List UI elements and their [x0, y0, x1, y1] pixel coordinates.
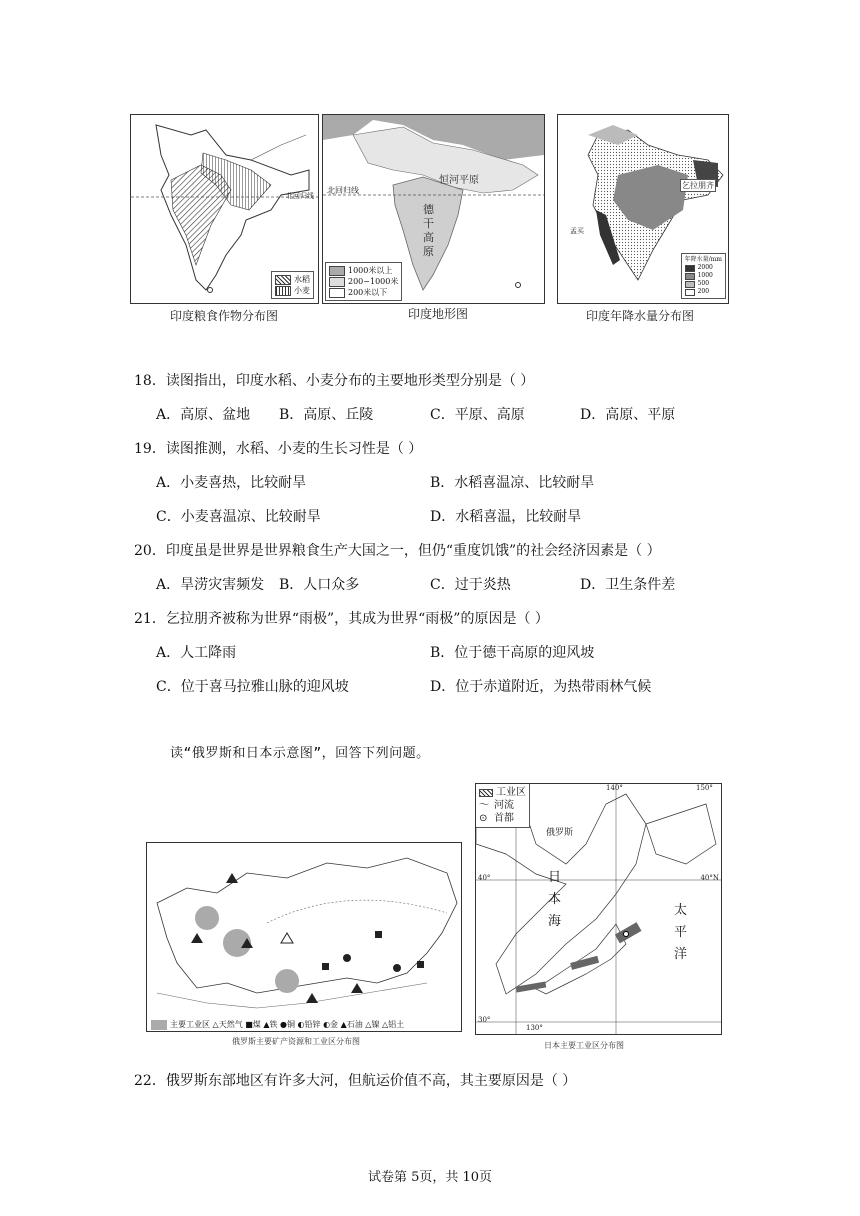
legend-river: 〜 河流: [479, 800, 514, 811]
legend-low: 200米以下: [329, 287, 398, 298]
terrain-legend: [325, 262, 402, 301]
industrial-zone-swatch: [151, 1020, 167, 1030]
mumbai-label: 孟买: [570, 227, 584, 235]
section-intro: 读“俄罗斯和日本示意图”，回答下列问题。: [170, 746, 430, 761]
crops-map-caption: 印度粮食作物分布图: [170, 309, 279, 323]
india-terrain-map: [322, 114, 545, 304]
lon140-label: 140°: [606, 784, 623, 792]
q20-option-b[interactable]: B．人口众多: [279, 577, 360, 593]
legend-rice: 水稻: [275, 274, 310, 285]
q21-option-d[interactable]: D．位于赤道附近，为热带雨林气候: [430, 679, 652, 695]
q18-option-b[interactable]: B．高原、丘陵: [279, 407, 374, 423]
question-18-stem: 18．读图指出，印度水稻、小麦分布的主要地形类型分别是（ ）: [134, 373, 535, 389]
legend-wheat: 小麦: [275, 285, 310, 296]
sea-of-japan-label-2: 本: [548, 892, 562, 907]
russia-map-caption: 俄罗斯主要矿产资源和工业区分布图: [232, 1037, 360, 1046]
japan-legend: [476, 784, 530, 828]
pacific-label-3: 洋: [674, 947, 688, 962]
tropic-label: 北回归线: [286, 192, 314, 200]
india-crops-map: [130, 114, 319, 304]
rainfall-map-caption: 印度年降水量分布图: [586, 309, 695, 323]
legend-industrial: 工业区: [479, 786, 526, 799]
q21-option-a[interactable]: A．人工降雨: [156, 645, 237, 661]
q20-option-d[interactable]: D．卫生条件差: [580, 577, 676, 593]
sea-of-japan-label-3: 海: [548, 914, 562, 929]
q21-option-b[interactable]: B．位于德干高原的迎风坡: [430, 645, 595, 661]
q18-option-d[interactable]: D．高原、平原: [580, 407, 676, 423]
legend-200: 200: [685, 288, 722, 296]
deccan-plateau-label: 德 干 高 原: [423, 203, 434, 258]
russia-label: 俄罗斯: [546, 828, 574, 838]
crops-legend: [271, 271, 314, 299]
lat30-label: 30°: [478, 1016, 491, 1024]
terrain-map-caption: 印度地形图: [408, 307, 469, 321]
q18-option-a[interactable]: A．高原、盆地: [156, 407, 251, 423]
q19-option-c[interactable]: C．小麦喜温凉、比较耐旱: [156, 509, 321, 525]
page-footer: 试卷第 5页，共 10页: [367, 1170, 493, 1185]
cherrapunji-label: 乞拉朋齐: [682, 181, 714, 190]
legend-mid: 200~1000米: [329, 276, 398, 287]
russia-map: [146, 842, 462, 1032]
rainfall-legend: [681, 253, 726, 299]
russia-legend: 主要工业区 △天然气 ■煤 ▲铁 ●铜 ◐铅锌 ◐金 ▲石油 △镍 △铝土: [151, 1019, 404, 1030]
question-20-stem: 20．印度虽是世界是世界粮食生产大国之一，但仍“重度饥饿”的社会经济因素是（ ）: [134, 543, 661, 559]
q19-option-b[interactable]: B．水稻喜温凉、比较耐旱: [430, 475, 595, 491]
question-21-stem: 21．乞拉朋齐被称为世界“雨极”，其成为世界“雨极”的原因是（ ）: [134, 611, 549, 627]
rainfall-legend-title: 年降水量/mm: [684, 256, 722, 263]
india-rainfall-map: [557, 114, 729, 304]
lat40n-label: 40°N: [700, 874, 719, 882]
q21-option-c[interactable]: C．位于喜马拉雅山脉的迎风坡: [156, 679, 349, 695]
legend-1000: 1000: [685, 272, 722, 280]
capital-icon: ⊙: [479, 813, 488, 824]
pacific-label-1: 太: [674, 903, 688, 918]
russia-map-drawing: [147, 843, 461, 1031]
pacific-label-2: 平: [674, 925, 688, 940]
japan-map: [475, 783, 722, 1035]
lon150-label: 150°: [696, 784, 713, 792]
lat40-label: 40°: [478, 874, 491, 882]
legend-500: 500: [685, 280, 722, 288]
legend-2000: 2000: [685, 264, 722, 272]
legend-capital: ⊙ 首都: [479, 813, 514, 824]
q19-option-d[interactable]: D．水稻喜温，比较耐旱: [430, 509, 582, 525]
question-19-stem: 19．读图推测，水稻、小麦的生长习性是（ ）: [134, 441, 423, 457]
lon130-label: 130°: [526, 1024, 543, 1032]
tropic-label: 北回归线: [327, 186, 359, 195]
q20-option-c[interactable]: C．过于炎热: [430, 577, 511, 593]
legend-high: 1000米以上: [329, 265, 398, 276]
q19-option-a[interactable]: A．小麦喜热，比较耐旱: [156, 475, 307, 491]
q18-option-c[interactable]: C．平原、高原: [430, 407, 525, 423]
ganges-plain-label: 恒河平原: [439, 175, 479, 186]
japan-map-caption: 日本主要工业区分布图: [544, 1041, 624, 1050]
river-icon: 〜: [479, 800, 489, 811]
question-22-stem: 22．俄罗斯东部地区有许多大河，但航运价值不高，其主要原因是（ ）: [134, 1073, 577, 1089]
q20-option-a[interactable]: A．旱涝灾害频发: [156, 577, 265, 593]
sea-of-japan-label-1: 日: [548, 870, 562, 885]
